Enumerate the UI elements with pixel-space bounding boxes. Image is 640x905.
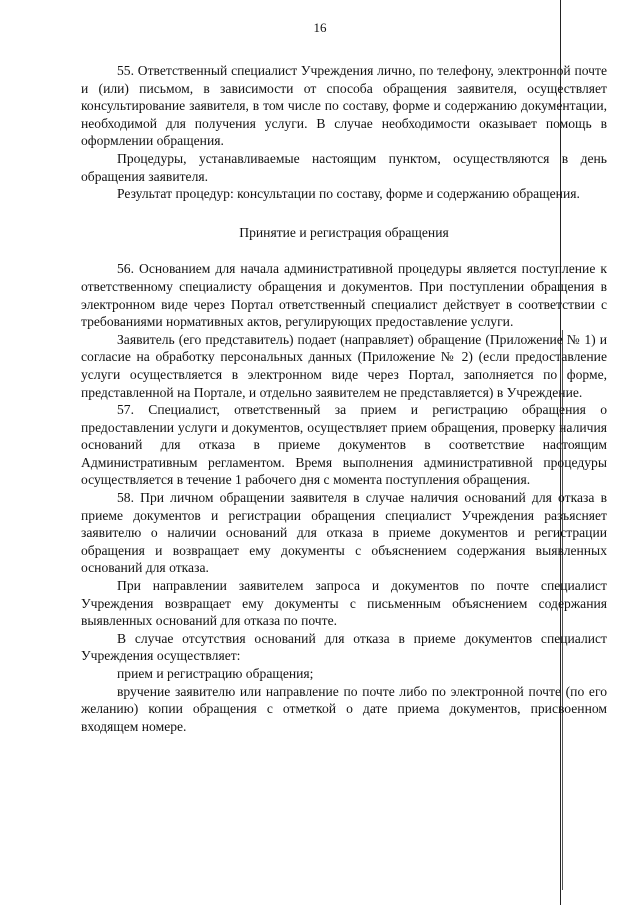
paragraph-55: 55. Ответственный специалист Учреждения лично, по телефону, электронной почте и (или) письмом, в зависимости от способа обращения заявителя, осуществляет консультирование заявителя, в том числе по составу, форме и содержанию документации, необходимой для получения услуги. В случае необходимости оказывает помощь в оформлении обращения. — [81, 63, 607, 149]
paragraph-56: 56. Основанием для начала административной процедуры является поступление к ответственному специалисту обращения и документов. При поступлении обращения в электронном виде через Портал ответственный специалист действует в соответствии с требованиями нормативных актов, регулирующих предоставление услуги. — [81, 261, 607, 330]
paragraph-reception: прием и регистрацию обращения; — [117, 666, 314, 681]
paragraph-mail-request: При направлении заявителем запроса и документов по почте специалист Учреждения возвращает ему документы с письменным объяснением содержания выявленных оснований для отказа по почте. — [81, 578, 607, 629]
document-body — [81, 62, 607, 735]
paragraph-delivery-copy: вручение заявителю или направление по почте либо по электронной почте (по его желанию) копии обращения с отметкой о дате приема документов, присвоенном входящем номере. — [81, 683, 607, 734]
paragraph-57: 57. Специалист, ответственный за прием и регистрацию обращения о предоставлении услуги и документов, осуществляет прием обращения, проверку наличия оснований для отказа в приеме документов в соответствие настоящим Административным регламентом. Время выполнения административной процедуры осуществляется в течение 1 рабочего дня с момента поступления обращения. — [81, 402, 607, 488]
page-number: 16 — [313, 20, 327, 35]
paragraph-58: 58. При личном обращении заявителя в случае наличия оснований для отказа в приеме документов и регистрации обращения специалист Учреждения разъясняет заявителю о наличии оснований для отказа в приеме документов и регистрации обращения и возвращает ему документы с объяснением содержания выявленных оснований для отказа. — [81, 490, 607, 576]
paragraph-applicant-submits: Заявитель (его представитель) подает (направляет) обращение (Приложение № 1) и согласие на обработку персональных данных (Приложение № 2) (если предоставление услуги осуществляется в электронном виде через Портал, заполняется по форме, представленной на Портале, и отдельно заявителем не представляется) в Учреждение. — [81, 331, 607, 400]
section-heading: Принятие и регистрация обращения — [239, 224, 449, 240]
paragraph-no-grounds: В случае отсутствия оснований для отказа в приеме документов специалист Учреждения осуществляет: — [81, 630, 607, 664]
paragraph-result: Результат процедур: консультации по составу, форме и содержанию обращения. — [117, 186, 580, 202]
paragraph-procedures-day: Процедуры, устанавливаемые настоящим пунктом, осуществляются в день обращения заявителя. — [81, 150, 607, 184]
